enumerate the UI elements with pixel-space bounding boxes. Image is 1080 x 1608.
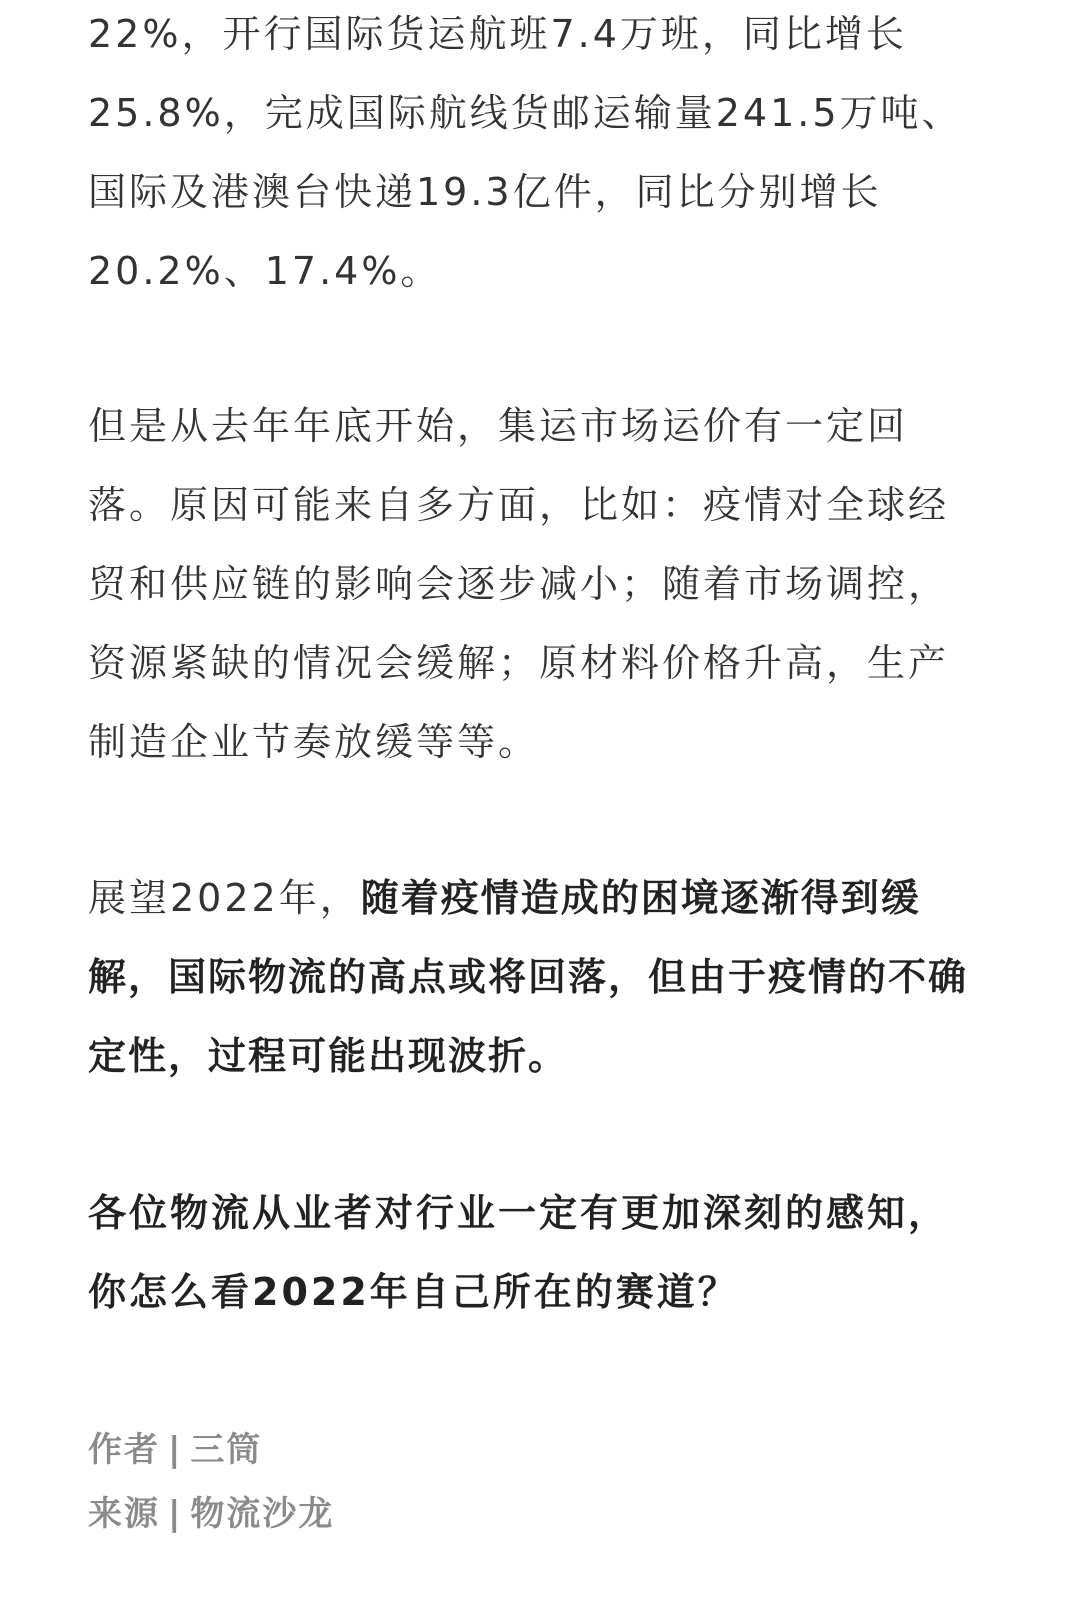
paragraph-reader-question: 各位物流从业者对行业一定有更加深刻的感知，你怎么看2022年自己所在的赛道？ bbox=[88, 1191, 950, 1314]
outlook-emphasis-text: 随着疫情造成的困境逐渐得到缓解，国际物流的高点或将回落，但由于疫情的不确定性，过程可能出现波折。 bbox=[88, 876, 969, 1078]
article-credits bbox=[88, 1418, 988, 1546]
source-separator: | bbox=[168, 1494, 183, 1534]
author-separator: | bbox=[168, 1430, 183, 1470]
paragraph-flight-stats: 22%，开行国际货运航班7.4万班，同比增长25.8%，完成国际航线货邮运输量241.5万吨、国际及港澳台快递19.3亿件，同比分别增长20.2%、17.4%。 bbox=[88, 12, 963, 293]
source-name: 物流沙龙 bbox=[190, 1494, 335, 1534]
paragraph-freight-rates: 但是从去年年底开始，集运市场运价有一定回落。原因可能来自多方面，比如：疫情对全球经贸和供应链的影响会逐步减小；随着市场调控，资源紧缺的情况会缓解；原材料价格升高，生产制造企业节奏放缓等等。 bbox=[88, 404, 950, 764]
source-label: 来源 bbox=[88, 1494, 160, 1534]
author-name: 三筒 bbox=[190, 1430, 263, 1470]
author-label: 作者 bbox=[88, 1430, 160, 1470]
outlook-lead-text: 展望2022年， bbox=[88, 876, 361, 920]
paragraph-outlook-2022 bbox=[88, 859, 988, 1096]
author-credit bbox=[88, 1418, 988, 1482]
source-credit bbox=[88, 1482, 988, 1546]
